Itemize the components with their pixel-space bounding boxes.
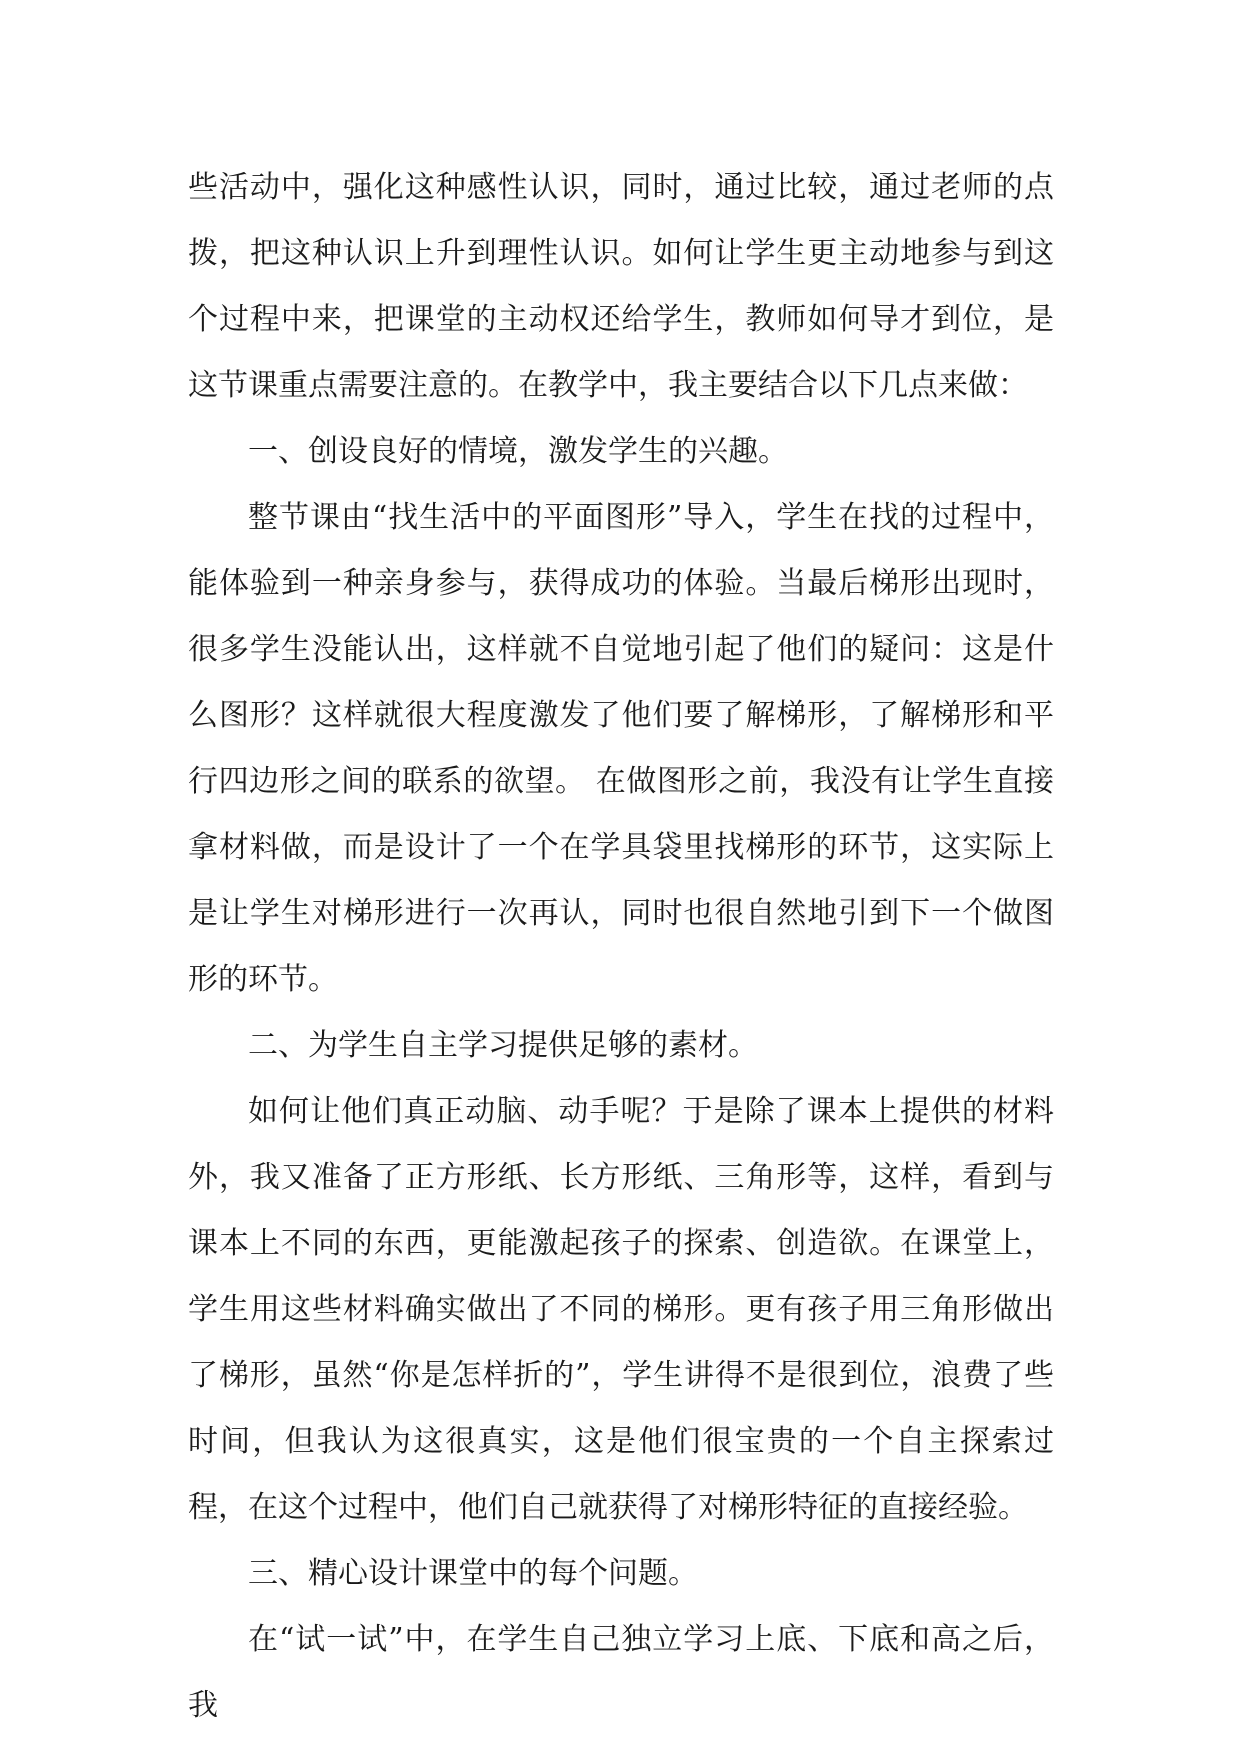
paragraph-section-2: 如何让他们真正动脑、动手呢？于是除了课本上提供的材料外，我又准备了正方形纸、长方形纸、三角形等，这样，看到与课本上不同的东西，更能激起孩子的探索、创造欲。在课堂上，学生用这些材料确实做出了不同的梯形。更有孩子用三角形做出了梯形，虽然“你是怎样折的”，学生讲得不是很到位，浪费了些时间，但我认为这很真实，这是他们很宝贵的一个自主探索过程，在这个过程中，他们自己就获得了对梯形特征的直接经验。 <box>188 1094 1054 1525</box>
paragraph-section-1: 整节课由“找生活中的平面图形”导入，学生在找的过程中，能体验到一种亲身参与，获得成功的体验。当最后梯形出现时，很多学生没能认出，这样就不自觉地引起了他们的疑问：这是什么图形？这样就很大程度激发了他们要了解梯形，了解梯形和平行四边形之间的联系的欲望。 在做图形之前，我没有让学生直接拿材料做，而是设计了一个在学具袋里找梯形的环节，这实际上是让学生对梯形进行一次再认，同时也很自然地引到下一个做图形的环节。 <box>188 500 1054 997</box>
document-body <box>188 155 1054 1739</box>
paragraph-intro-continued: 些活动中，强化这种感性认识，同时，通过比较，通过老师的点拨，把这种认识上升到理性认识。如何让学生更主动地参与到这个过程中来，把课堂的主动权还给学生，教师如何导才到位，是这节课重点需要注意的。在教学中，我主要结合以下几点来做： <box>188 170 1054 403</box>
paragraph-section-3: 在“试一试”中，在学生自己独立学习上底、下底和高之后，我 <box>188 1622 1054 1723</box>
section-heading-2: 二、为学生自主学习提供足够的素材。 <box>248 1028 758 1063</box>
section-heading-3: 三、精心设计课堂中的每个问题。 <box>248 1556 698 1591</box>
section-heading-1: 一、创设良好的情境，激发学生的兴趣。 <box>248 434 788 469</box>
